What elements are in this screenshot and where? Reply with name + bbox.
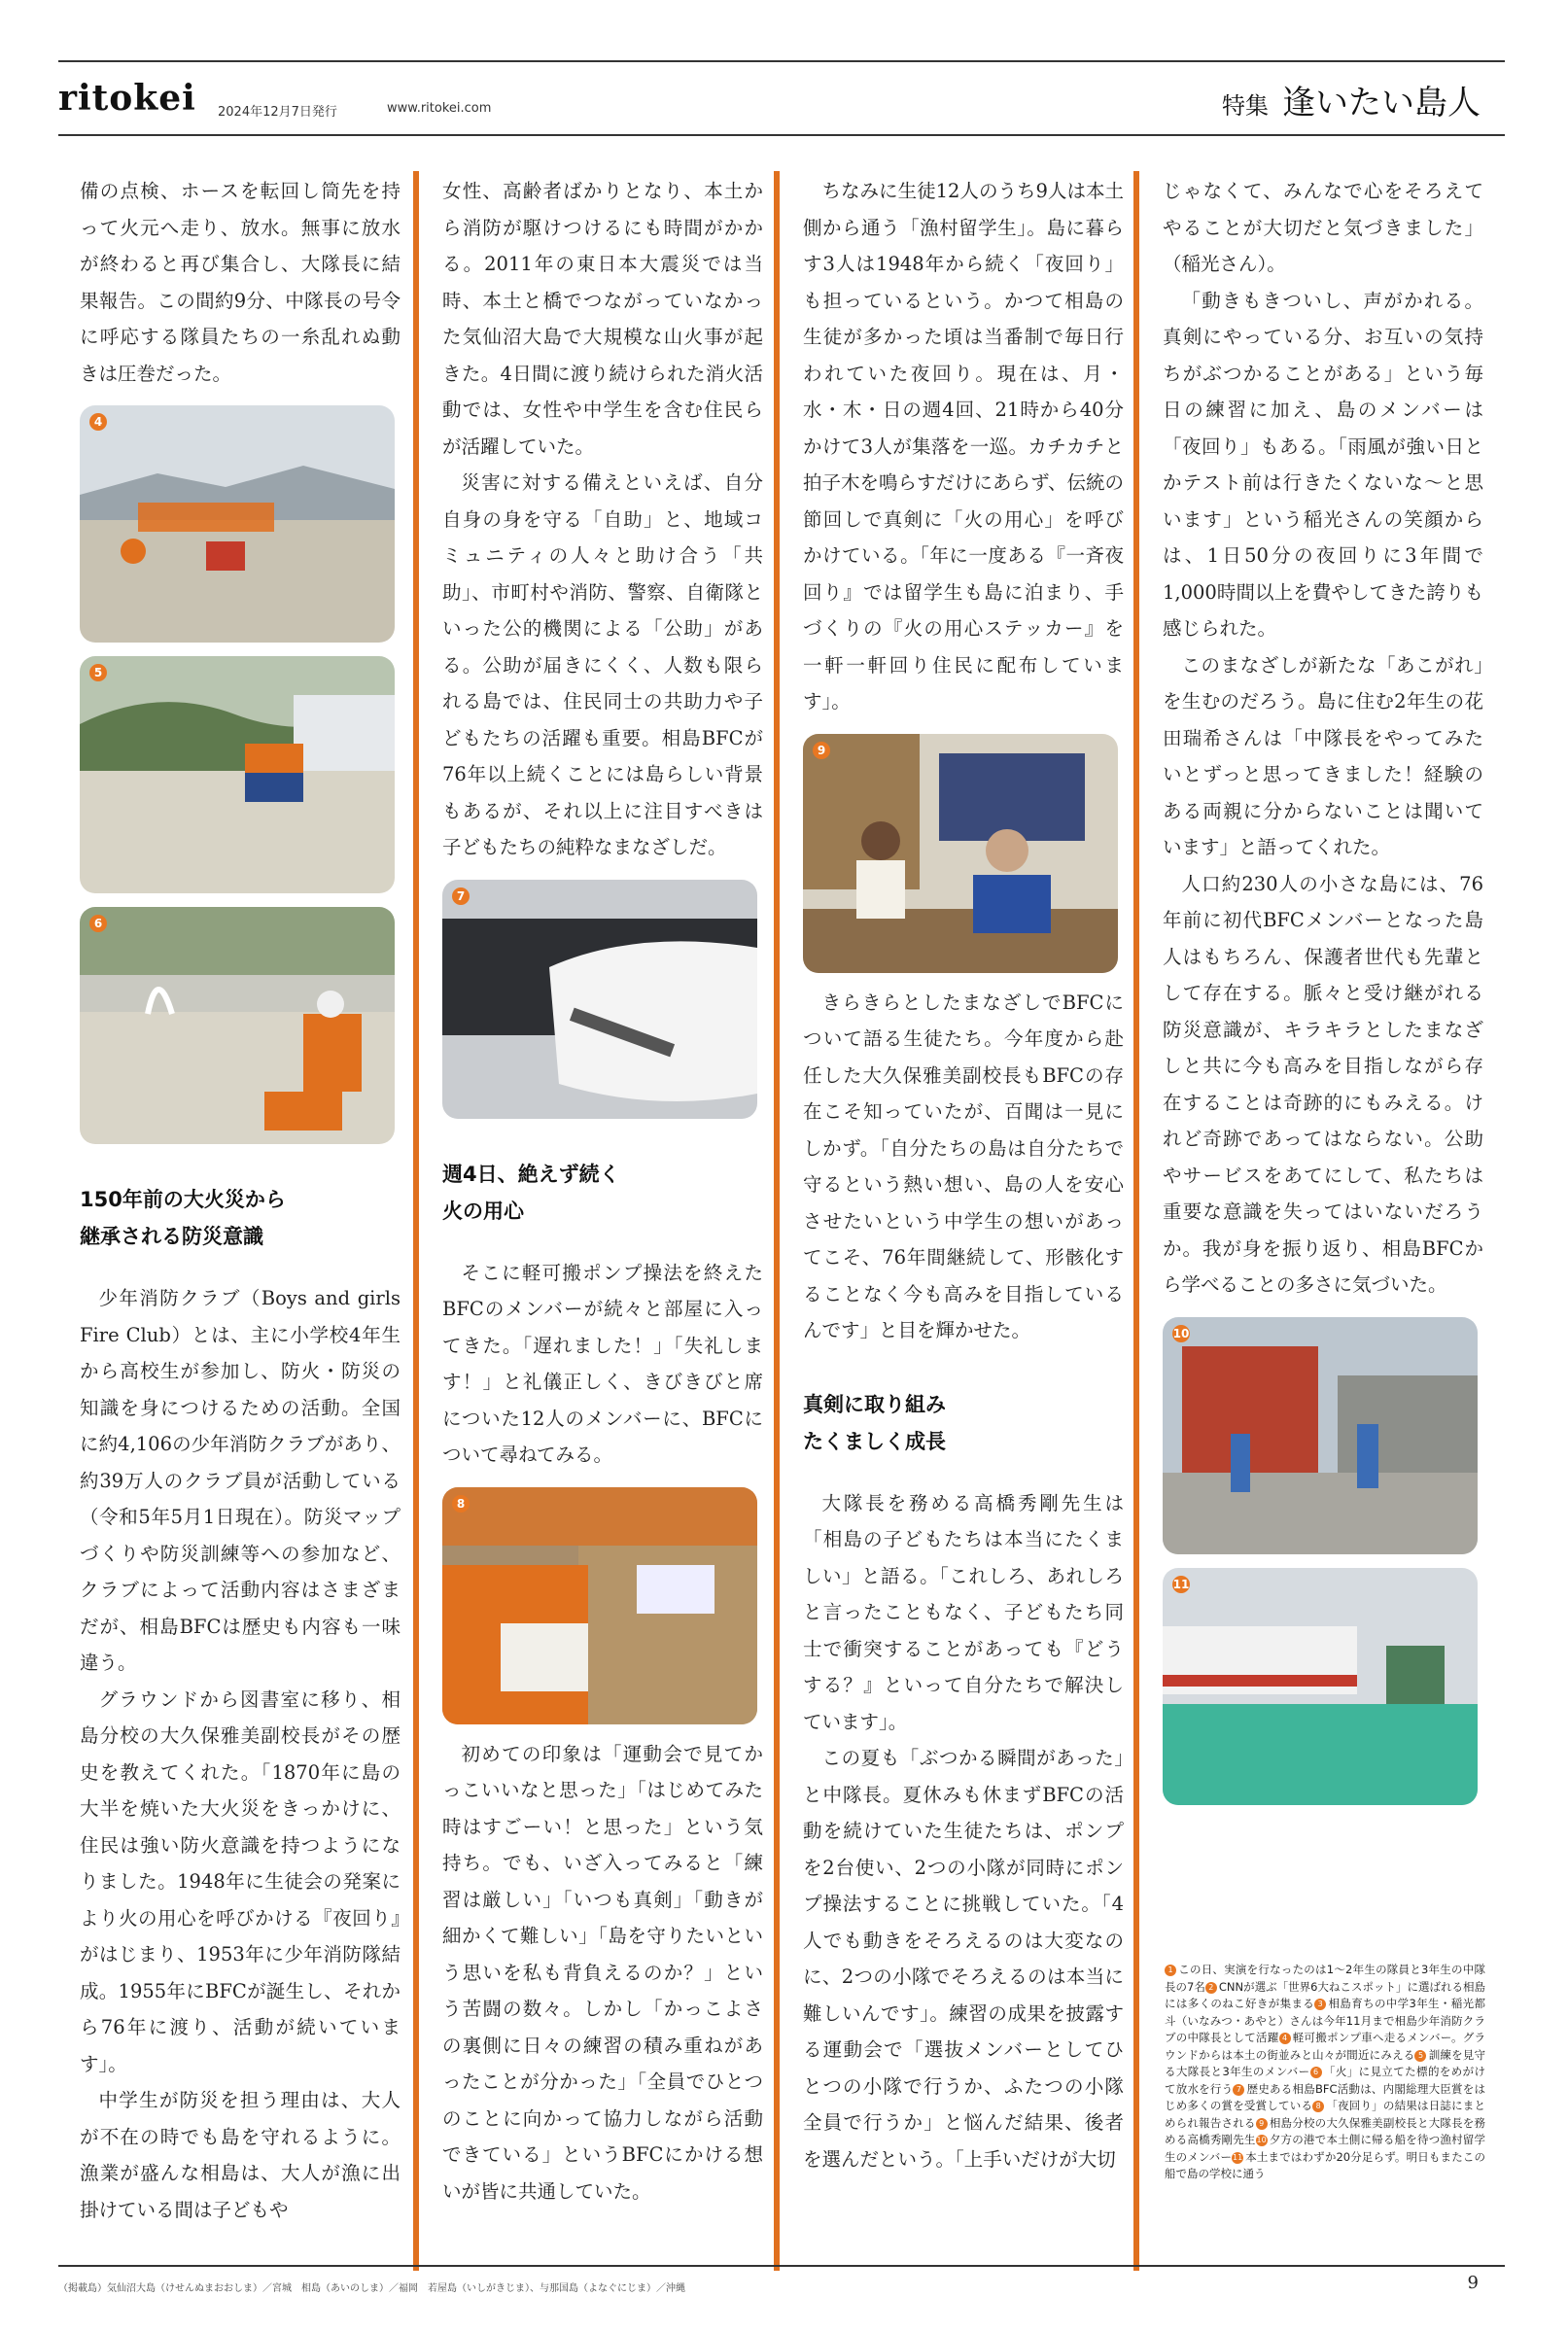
- photo-image: [803, 734, 1118, 973]
- caption-text: 「夜回り」の結果は日誌にまとめられ報告される: [1165, 2099, 1486, 2130]
- paragraph: 「動きもきついし、声がかれる。真剣にやっている分、お互いの気持ちがぶつかることがある」という毎日の練習に加え、島のメンバーは「夜回り」もある。「雨風が強い日とかテスト前は行きたくないな〜と思います」という稲光さんの笑顔からは、1日50分の夜回りに3年間で1,000時間以上を費やしてきた誇りも感じられた。: [1163, 289, 1483, 640]
- heading-line: 150年前の大火災から: [80, 1188, 286, 1211]
- issue-date: 2024年12月7日発行: [218, 105, 337, 120]
- column-3: [803, 173, 1124, 2177]
- paragraph: 備の点検、ホースを転回し筒先を持って火元へ走り、放水。無事に放水が終わると再び集合し、大隊長に結果報告。この間約9分、中隊長の号令に呼応する隊員たちの一糸乱れぬ動きは圧巻だった。: [80, 180, 401, 385]
- paragraph: じゃなくて、みんなで心をそろえてやることが大切だと気づきました」（稲光さん）。: [1163, 180, 1483, 275]
- caption-text: 夕方の港で本土側に帰る船を待つ漁村留学生のメンバー: [1165, 2133, 1486, 2164]
- photo-number: 10: [1172, 1326, 1190, 1340]
- photo-number: 9: [813, 742, 830, 759]
- section-heading: [442, 1156, 763, 1230]
- section-heading: [80, 1181, 401, 1255]
- paragraph: 初めての印象は「運動会で見てかっこいいなと思った」「はじめてみた時はすごーい！と思った」という気持ち。でも、いざ入ってみると「練習は厳しい」「いつも真剣」「動きが細かくて難しい」「島を守りたいという思いを私も背負えるのか？」という苦闘の数々。しかし「かっこよさの裏側に日々の練習の積み重ねがあったことが分かった」「全員でひとつのことに向かって協力しながら活動できている」というBFCにかける想いが皆に共通していた。: [442, 1742, 763, 2203]
- caption-text: 相島分校の大久保雅美副校長と大隊長を務める高橋秀剛先生: [1165, 2115, 1486, 2146]
- photo-image: [442, 880, 757, 1119]
- paragraph: 人口約230人の小さな島には、76年前に初代BFCメンバーとなった島人はもちろん、保護者世代も先輩として存在する。脈々と受け継がれる防災意識が、キラキラとしたまなざしと共に今も高みを目指しながら存在することは奇跡的にもみえる。けれど奇跡であってはならない。公助やサービスをあてにして、私たちは重要な意識を失ってはいないだろうか。我が身を振り返り、相島BFCから学べることの多さに気づいた。: [1163, 872, 1483, 1296]
- masthead-logo[interactable]: ritokei: [58, 78, 196, 119]
- caption-text: 軽可搬ポンプ車へ走るメンバー。グラウンドからは本土の街並みと山々が間近にみえる: [1165, 2031, 1486, 2062]
- photo-team-running: [80, 405, 395, 643]
- feature-label: 特集: [1222, 92, 1269, 120]
- page-number: 9: [1467, 2273, 1479, 2293]
- caption-text: 歴史ある相島BFC活動は、内閣総理大臣賞をはじめ多くの賞を受賞している: [1165, 2081, 1485, 2112]
- column-4: [1163, 173, 1483, 1817]
- paragraph: 少年消防クラブ（Boys and girls Fire Club）とは、主に小学校4年生から高校生が参加し、防火・防災の知識を身につけるための活動。全国に約4,106の少年消防クラブがあり、約39万人のクラブ員が活動している（令和5年5月1日現在）。防災マップづくりや防災訓練等への参加など、クラブによって活動内容はさまざまだが、相島BFCは歴史も内容も一味違う。: [80, 1287, 401, 1674]
- paragraph: この夏も「ぶつかる瞬間があった」と中隊長。夏休みも休まずBFCの活動を続けていた生徒たちは、ポンプを2台使い、2つの小隊が同時にポンプ操法することに挑戦していた。「4人でも動きをそろえるのは大変なのに、2つの小隊でそろえるのは本当に難しいんです」。練習の成果を披露する運動会で「選抜メンバーとしてひとつの小隊で行うか、ふたつの小隊全員で行うか」と悩んだ結果、後者を選んだという。「上手いだけが大切: [803, 1747, 1124, 2171]
- photo-ferry-dock: [1163, 1568, 1478, 1805]
- photo-number: 4: [89, 413, 107, 431]
- photo-number: 11: [1172, 1577, 1190, 1591]
- caption-text: この日、実演を行なったのは1〜2年生の隊員と3年生の中隊長の7名: [1165, 1963, 1485, 1994]
- heading-line: たくましく成長: [803, 1429, 946, 1453]
- paragraph: 災害に対する備えといえば、自分自身の身を守る「自助」と、地域コミュニティの人々と助け合う「共助」、市町村や消防、警察、自衛隊といった公的機関による「公助」がある。公助が届きにくく、人数も限られる島では、住民同士の共助力や子どもたちの活躍も重要。相島BFCが76年以上続くことには島らしい背景もあるが、それ以上に注目すべきは子どもたちの純粋なまなざしだ。: [442, 471, 763, 858]
- site-url[interactable]: www.ritokei.com: [387, 101, 492, 116]
- column-rule: [413, 171, 419, 2271]
- photo-number: 6: [89, 915, 107, 932]
- photo-captions: 1 この日、実演を行なったのは1〜2年生の隊員と3年生の中隊長の7名 2 CNNが選ぶ「世界6大ねこスポット」に選ばれる相島には多くのねこ好きが集まる 3 相島育ちの中学3年生・稲光都斗（いなみつ・あやと）さんは今年11月まで相島少年消防クラブの中隊長として活躍 4 軽可搬ポンプ車へ走るメンバー。グラウンドからは本土の街並みと山々が間近にみえる 5 訓練を見守る大隊長と3年生のメンバー 6 「火」に見立てた標的をめがけて放水を行う 7 歴史ある相島BFC活動は、内閣総理大臣賞をはじめ多くの賞を受賞している 8 「夜回り」の結果は日誌にまとめられ報告される 9 相島分校の大久保雅美副校長と大隊長を務める高橋秀剛先生10 夕方の港で本土側に帰る船を待つ漁村留学生のメンバー11 本土まではわずか20分足らず。明日もまたこの船で島の学校に通う: [1165, 1963, 1486, 2180]
- photo-image: [80, 405, 395, 643]
- photo-image: [80, 656, 395, 893]
- heading-line: 週4日、絶えず続く: [442, 1162, 620, 1186]
- top-rule: [58, 60, 1505, 62]
- paragraph: 中学生が防災を担う理由は、大人が不在の時でも島を守れるように。漁業が盛んな相島は、大人が漁に出掛けている間は子どもや: [80, 2089, 401, 2221]
- photo-students-library: [442, 1487, 757, 1724]
- footer-rule: [58, 2265, 1505, 2267]
- photo-image: [1163, 1568, 1478, 1805]
- paragraph: 大隊長を務める高橋秀剛先生は「相島の子どもたちは本当にたくましい」と語る。「これしろ、あれしろと言ったこともなく、子どもたち同士で衝突することがあっても『どうする？』といって自分たちで解決しています」。: [803, 1491, 1124, 1733]
- column-rule: [774, 171, 780, 2271]
- header-rule: [58, 134, 1505, 136]
- photo-image: [442, 1487, 757, 1724]
- caption-text: 訓練を見守る大隊長と3年生のメンバー: [1165, 2047, 1486, 2078]
- paragraph: そこに軽可搬ポンプ操法を終えたBFCのメンバーが続々と部屋に入ってきた。「遅れました！」「失礼します！」と礼儀正しく、きびきびと席についた12人のメンバーに、BFCについて尋ねてみる。: [442, 1261, 763, 1466]
- column-1: [80, 173, 401, 2228]
- paragraph: このまなざしが新たな「あこがれ」を生むのだろう。島に住む2年生の花田瑞希さんは「中隊長をやってみたいとずっと思ってきました！経験のある両親に分からないことは聞いています」と語ってくれた。: [1163, 653, 1483, 858]
- heading-line: 火の用心: [442, 1199, 524, 1223]
- paragraph: グラウンドから図書室に移り、相島分校の大久保雅美副校長がその歴史を教えてくれた。「1870年に島の大半を焼いた大火災をきっかけに、住民は強い防火意識を持つようになりました。1948年に生徒会の発案により火の用心を呼びかける『夜回り』がはじまり、1953年に少年消防隊結成。1955年にBFCが誕生し、それから76年に渡り、活動が続いています」。: [80, 1687, 401, 2075]
- heading-line: 継承される防災意識: [80, 1225, 263, 1248]
- paragraph: きらきらとしたまなざしでBFCについて語る生徒たち。今年度から赴任した大久保雅美副校長もBFCの存在こそ知っていたが、百聞は一見にしかず。「自分たちの島は自分たちで守るという熱い想い、島の人を安心させたいという中学生の想いがあってこそ、76年間継続して、形骸化することなく今も高みを目指しているんです」と目を輝かせた。: [803, 991, 1124, 1341]
- photo-image: [80, 907, 395, 1144]
- paragraph: 女性、高齢者ばかりとなり、本土から消防が駆けつけるにも時間がかかる。2011年の東日本大震災では当時、本土と橋でつながっていなかった気仙沼大島で大規模な山火事が起きた。4日間に渡り続けられた消火活動では、女性や中学生を含む住民らが活躍していた。: [442, 180, 763, 458]
- caption-text: 「火」に見立てた標的をめがけて放水を行う: [1165, 2065, 1485, 2096]
- photo-number: 5: [89, 664, 107, 681]
- photo-water-spray: [80, 907, 395, 1144]
- photo-vice-principal-and-captain: [803, 734, 1118, 973]
- footer-islands: （掲載島）気仙沼大島（けせんぬまおおしま）／宮城 相島（あいのしま）／福岡 若屋島（いしがきじま）、与那国島（よなぐにじま）／沖縄: [58, 2283, 685, 2294]
- photo-number: 7: [452, 887, 470, 905]
- caption-text: 相島育ちの中学3年生・稲光都斗（いなみつ・あやと）さんは今年11月まで相島少年消防クラブの中隊長として活躍: [1165, 1997, 1485, 2044]
- photo-students-port: [1163, 1317, 1478, 1554]
- photo-number: 8: [452, 1495, 470, 1513]
- feature-title: 逢いたい島人: [1282, 84, 1481, 122]
- photo-image: [1163, 1317, 1478, 1554]
- column-2: [442, 173, 763, 2209]
- paragraph: ちなみに生徒12人のうち9人は本土側から通う「漁村留学生」。島に暮らす3人は1948年から続く「夜回り」も担っているという。かつて相島の生徒が多かった頃は当番制で毎日行われていた夜回り。現在は、月・水・木・日の週4回、21時から40分かけて3人が集落を一巡。カチカチと拍子木を鳴らすだけにあらず、伝統の節回しで真剣に「火の用心」を呼びかけている。「年に一度ある『一斉夜回り』では留学生も島に泊まり、手づくりの『火の用心ステッカー』を一軒一軒回り住民に配布しています」。: [803, 180, 1124, 713]
- feature-title-block: [1222, 76, 1481, 123]
- section-heading: [803, 1386, 1124, 1460]
- photo-team-lined-up: [80, 656, 395, 893]
- caption-text: 本土まではわずか20分足らず。明日もまたこの船で島の学校に通う: [1165, 2149, 1485, 2180]
- caption-text: CNNが選ぶ「世界6大ねこスポット」に選ばれる相島には多くのねこ好きが集まる: [1165, 1979, 1485, 2010]
- column-rule: [1133, 171, 1139, 2271]
- photo-helmet-closeup: [442, 880, 757, 1119]
- heading-line: 真剣に取り組み: [803, 1392, 946, 1416]
